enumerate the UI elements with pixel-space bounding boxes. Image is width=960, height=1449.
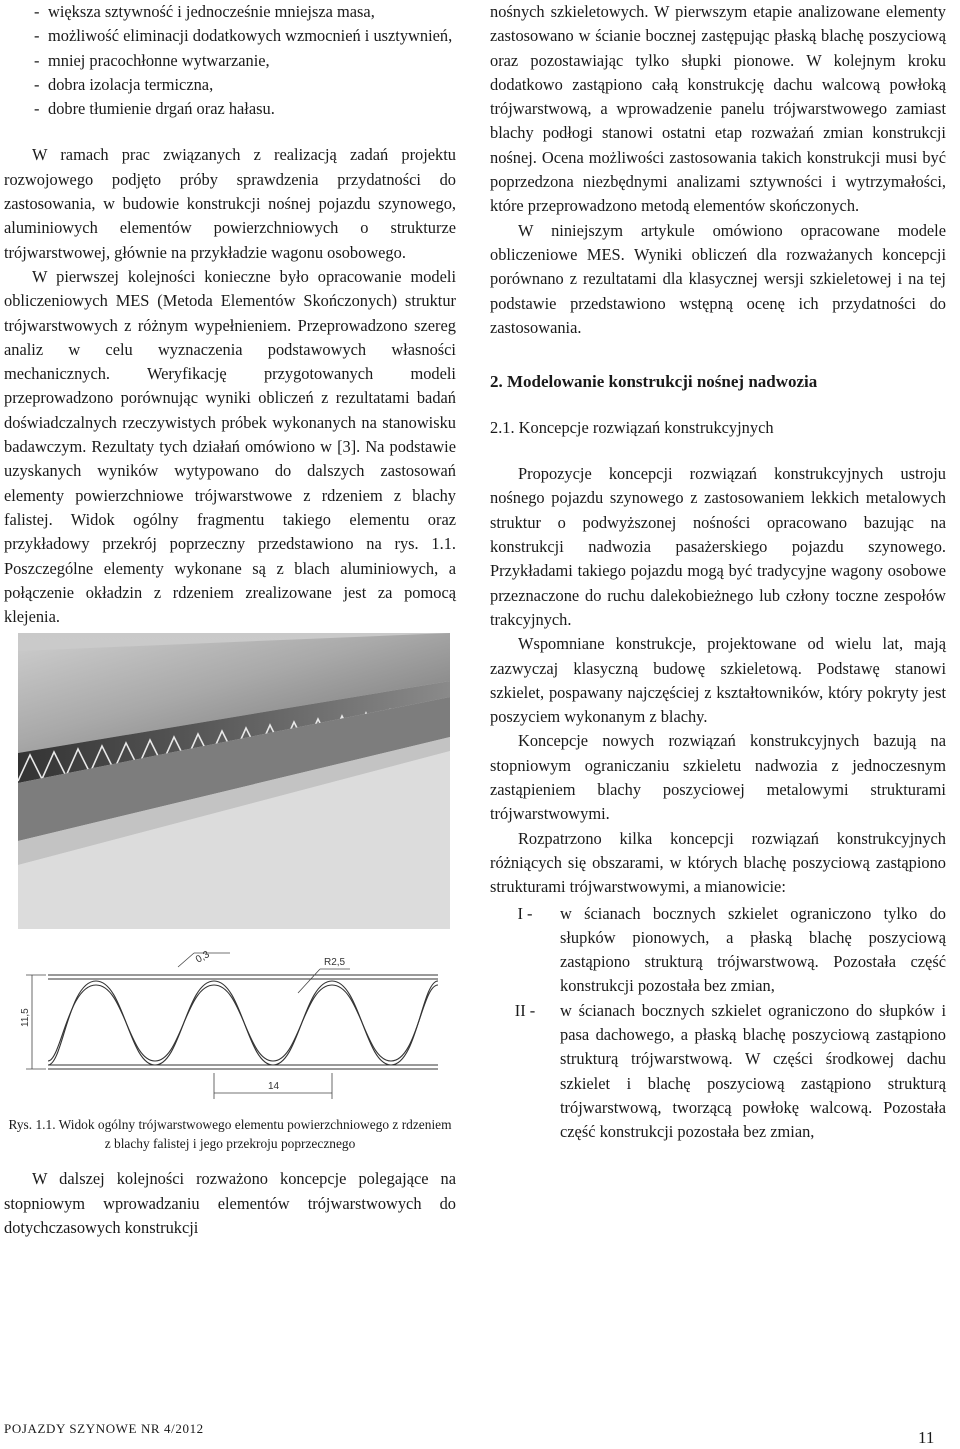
dim-radius-label: R2,5 <box>324 957 346 969</box>
concept-number: II - <box>514 1000 536 1020</box>
advantages-list <box>4 0 456 121</box>
list-item: - dobra izolacja termiczna, <box>34 73 456 97</box>
left-column <box>4 0 456 1240</box>
paragraph: W dalszej kolejności rozważono koncepcje polegające na stopniowym wprowadzaniu elementów trójwarstwowych do dotychczasowych konstrukcji <box>4 1169 456 1238</box>
paragraph: W pierwszej kolejności konieczne było opracowanie modeli obliczeniowych MES (Metoda Elementów Skończonych) struktur trójwarstwowych z różnym wypełnieniem. Przeprowadzono szereg analiz w celu wyznaczenia podstawowych własności mechanicznych. Weryfikację przygotowanych modeli przeprowadzono porównując wyniki obliczeń z rezultatami badań doświadczalnych rzeczywistych próbek wykonanych na stanowisku badawczym. Rezultaty tych działań omówiono w [3]. Na podstawie uzyskanych wyników wytypowano do dalszych zastosowań elementy powierzchniowe trójwarstwowe z rdzeniem z blachy falistej. Widok ogólny fragmentu takiego elementu oraz przykładowy przekrój poprzeczny przedstawiono na rys. 1.1. Poszczególne elementy wykonane są z blach aluminiowych, a połączenie okładzin z rdzeniem zrealizowane jest za pomocą klejenia. <box>4 266 456 627</box>
paragraph: Rozpatrzono kilka koncepcji rozwiązań konstrukcyjnych różniących się obszarami, w których blachę poszyciową zastąpiono strukturami trójwarstwowymi, a mianowicie: <box>490 828 946 897</box>
concept-text: w ścianach bocznych szkielet ograniczono tylko do słupków pionowych, a płaską blachę poszyciową zastąpiono strukturą trójwarstwową. Pozostała część konstrukcji pozostała bez zmian, <box>560 903 946 996</box>
section-heading: 2. Modelowanie konstrukcji nośnej nadwozia <box>490 372 818 392</box>
concept-number: I - <box>517 903 533 923</box>
journal-footer: POJAZDY SZYNOWE NR 4/2012 <box>4 1421 204 1436</box>
list-item: - większa sztywność i jednocześnie mniejsza masa, <box>34 0 456 24</box>
paragraph: W ramach prac związanych z realizacją zadań projektu rozwojowego podjęto próby sprawdzenia przydatności do zastosowania, w budowie konstrukcji nośnej pojazdu szynowego, aluminiowych elementów powierzchniowych o strukturze trójwarstwowej, głównie na przykładzie wagonu osobowego. <box>4 145 456 262</box>
panel-photo <box>18 633 450 929</box>
cross-section-drawing <box>18 947 450 1105</box>
paragraph: Koncepcje nowych rozwiązań konstrukcyjnych bazują na stopniowym ograniczaniu szkieletu nadwozia z jednoczesnym zastąpieniem blachy poszyciowej metalowymi strukturami trójwarstwowymi. <box>490 731 946 824</box>
concept-text: w ścianach bocznych szkielet ograniczono do słupków i pasa dachowego, a płaską blachę poszyciową zastąpiono strukturą trójwarstwową. W części środkowej dachu szkielet i blachę poszyciową zastąpiono strukturą trójwarstwową, tworzącą powłokę walcową. Pozostała część konstrukcji pozostała bez zmian, <box>560 1000 946 1142</box>
paragraph: nośnych szkieletowych. W pierwszym etapie analizowane elementy zastosowano w ścianie bocznej zastępując płaską blachę poszyciową oraz pozostawiając tylko słupki pionowe. W kolejnym kroku dodatkowo zastąpiono całą konstrukcję dachu walcową powłoką trójwarstwową, a wprowadzenie panelu trójwarstwowego zamiast blachy podłogi stanowi ostatni etap rozważań zmian konstrukcji nośnej. Ocena możliwości zastosowania takich konstrukcji musi być poprzedzona niezbędnymi analizami sztywności i wytrzymałości, które przeprowadzono metodą elementów skończonych. <box>490 2 946 216</box>
right-column <box>490 0 946 1144</box>
list-item: - możliwość eliminacji dodatkowych wzmocnień i usztywnień, <box>34 24 456 48</box>
paragraph: Propozycje koncepcji rozwiązań konstrukcyjnych ustroju nośnego pojazdu szynowego z zastosowaniem lekkich metalowych struktur o podwyższonej nośności opracowano bazując na konstrukcji nadwozia pasażerskiego pojazdu szynowego. Przykładami takiego pojazdu mogą być tradycyjne wagony osobowe przeznaczone do ruchu dalekobieżnego lub człony toczne zespołów trakcyjnych. <box>490 464 946 629</box>
list-item: - dobre tłumienie drgań oraz hałasu. <box>34 97 456 121</box>
list-item: - mniej pracochłonne wytwarzanie, <box>34 49 456 73</box>
paragraph: W niniejszym artykule omówiono opracowane modele obliczeniowe MES. Wyniki obliczeń dla rozważanych koncepcji porównano z rezultatami dla klasycznej wersji szkieletowej i na tej podstawie przedstawiono wstępną ocenę ich przydatności do zastosowania. <box>490 220 946 337</box>
dim-pitch-label: 14 <box>268 1081 280 1093</box>
concepts-list <box>490 902 946 1145</box>
list-item <box>490 999 946 1145</box>
figure-1-1 <box>18 633 450 1105</box>
list-item <box>490 902 946 999</box>
dim-thickness-label: 0,3 <box>194 949 212 967</box>
page-number: 11 <box>918 1428 935 1447</box>
subsection-heading: 2.1. Koncepcje rozwiązań konstrukcyjnych <box>490 418 774 438</box>
dim-height-label: 11,5 <box>20 1008 31 1028</box>
figure-caption: Rys. 1.1. Widok ogólny trójwarstwowego elementu powierzchniowego z rdzeniem z blachy falistej i jego przekroju poprzecznego <box>8 1117 452 1152</box>
paragraph: Wspomniane konstrukcje, projektowane od wielu lat, mają zazwyczaj klasyczną budowę szkieletową. Podstawę stanowi szkielet, pospawany najczęściej z kształtowników, który pokryty jest poszyciem wykonanym z blachy. <box>490 634 946 727</box>
